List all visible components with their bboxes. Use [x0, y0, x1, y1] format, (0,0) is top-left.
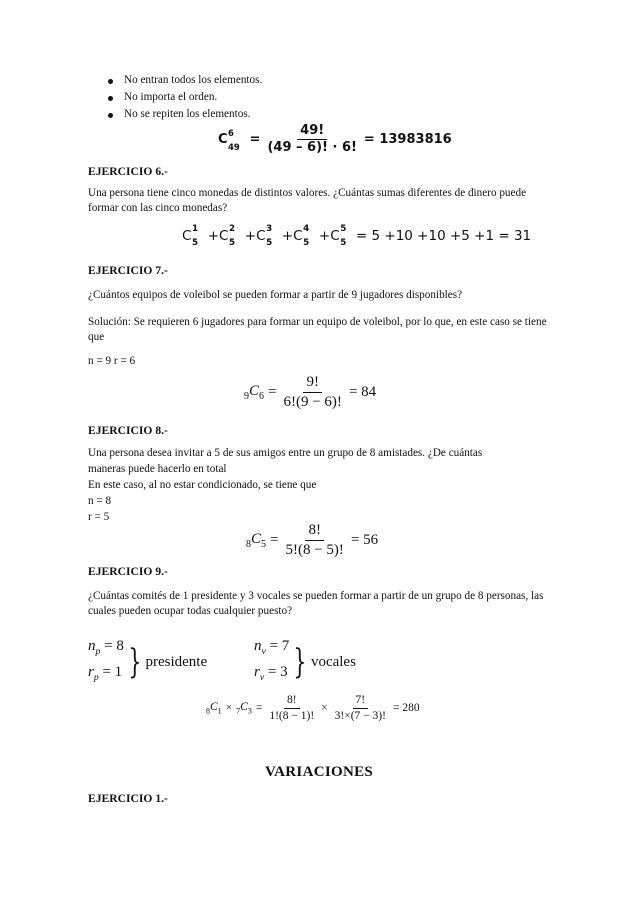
- ej6-term: C 1 5: [182, 224, 199, 248]
- ej9-combination-1: $_8C_1$: [206, 700, 222, 716]
- ej8-combination: $_8C_5$: [246, 530, 267, 550]
- ej9-np: $n_p = 8$: [88, 638, 124, 657]
- heading-ejercicio-6: EJERCICIO 6.-: [88, 165, 168, 178]
- ej6-term: C 3 5: [256, 224, 273, 248]
- section-title-variaciones: VARIACIONES: [264, 764, 374, 780]
- ej8-formula: $_8C_5$ = $\frac{8!}{5!(8 - 5)!}$ = 56: [246, 522, 379, 558]
- bullet-text: No entran todos los elementos.: [124, 74, 263, 86]
- bullet-dot-icon: [108, 96, 113, 101]
- heading-variaciones-ejercicio-1: EJERCICIO 1.-: [88, 792, 168, 805]
- ej7-formula: $_9C_6$ = $\frac{9!}{6!(9 - 6)!}$ = 84: [244, 374, 377, 410]
- ej8-line: maneras puede hacerlo en total: [88, 463, 227, 475]
- bullet-dot-icon: [108, 113, 113, 118]
- formula-equals: =: [249, 132, 261, 148]
- ej9-question: ¿Cuántas comités de 1 presidente y 3 vocales se pueden formar a partir de un grupo de 8 personas, las cuales pueden ocupar todas cualquier puesto?: [88, 590, 544, 617]
- ej7-fraction: $\frac{9!}{6!(9 - 6)!}$: [283, 374, 342, 410]
- ej9-presidente-label: presidente: [145, 653, 208, 670]
- right-brace-icon: }: [128, 642, 142, 682]
- formula-result: = 13983816: [363, 132, 452, 148]
- bullet-dot-icon: [108, 79, 113, 84]
- ej9-fraction-1: $\frac{8!}{1!(8 - 1)!}$: [269, 694, 315, 722]
- formula-combination-49: [218, 124, 452, 156]
- ej7-solution: Solución: Se requieren 6 jugadores para formar un equipo de voleibol, por lo que, en este caso se tiene que: [88, 316, 547, 343]
- ej9-presidente-block: [88, 636, 207, 688]
- bullet-item: [104, 72, 262, 89]
- formula-fraction: $\frac{49!}{(49 - 6)! \cdot 6!}$: [267, 123, 357, 156]
- ej9-nv: $n_v = 7$: [254, 638, 290, 657]
- ej8-line: r = 5: [88, 511, 110, 523]
- ej7-params: n = 9 r = 6: [88, 355, 136, 367]
- ej9-vocales-block: [254, 636, 356, 688]
- bullet-item: [104, 89, 262, 106]
- ej8-line: Una persona desea invitar a 5 de sus amigos entre un grupo de 8 amistades. ¿De cuántas: [88, 447, 483, 459]
- ej7-combination: $_9C_6$: [244, 382, 265, 402]
- ej6-term: C 5 5: [330, 224, 347, 248]
- heading-ejercicio-9: EJERCICIO 9.-: [88, 565, 168, 578]
- ej6-term: C 2 5: [219, 224, 236, 248]
- ej8-fraction: $\frac{8!}{5!(8 - 5)!}$: [285, 522, 344, 558]
- ej9-rv: $r_v = 3$: [254, 664, 288, 683]
- ej8-line: n = 8: [88, 495, 112, 507]
- ej9-fraction-2: $\frac{7!}{3!\times(7 - 3)!}$: [334, 694, 386, 722]
- ej9-result: = 280: [392, 702, 420, 715]
- ej7-result: = 84: [348, 383, 377, 400]
- ej6-formula: C 1 5 + C 2 5 + C 3 5 + C 4 5 + C 5 5 = 5 +10 +10 +5 +1 = 31: [182, 224, 532, 248]
- ej6-formula-result: = 5 +10 +10 +5 +1 = 31: [355, 228, 532, 244]
- ej6-term: C 4 5: [293, 224, 310, 248]
- bullet-text: No se repiten los elementos.: [124, 108, 251, 120]
- ej8-line: En este caso, al no estar condicionado, se tiene que: [88, 479, 317, 491]
- ej7-question: ¿Cuántos equipos de voleibol se pueden formar a partir de 9 jugadores disponibles?: [88, 289, 463, 301]
- heading-ejercicio-7: EJERCICIO 7.-: [88, 264, 168, 277]
- ej6-question: Una persona tiene cinco monedas de distintos valores. ¿Cuántas sumas diferentes de dinero puede formar con las cinco monedas?: [88, 187, 527, 214]
- bullet-item: [104, 106, 262, 123]
- heading-ejercicio-8: EJERCICIO 8.-: [88, 424, 168, 437]
- ej9-combination-2: $_7C_3$: [236, 700, 252, 716]
- ej8-result: = 56: [350, 531, 379, 548]
- ej9-formula: $_8C_1$ × $_7C_3$ = $\frac{8!}{1!(8 - 1)!}$ × $\frac{7!}{3!\times(7 - 3)!}$ = 280: [206, 694, 420, 722]
- ej9-rp: $r_p = 1$: [88, 664, 123, 683]
- bullet-text: No importa el orden.: [124, 91, 218, 103]
- bullet-list: [104, 72, 262, 123]
- formula-c-symbol: C 6 49: [218, 128, 240, 153]
- ej9-vocales-label: vocales: [310, 653, 356, 670]
- right-brace-icon: }: [293, 642, 307, 682]
